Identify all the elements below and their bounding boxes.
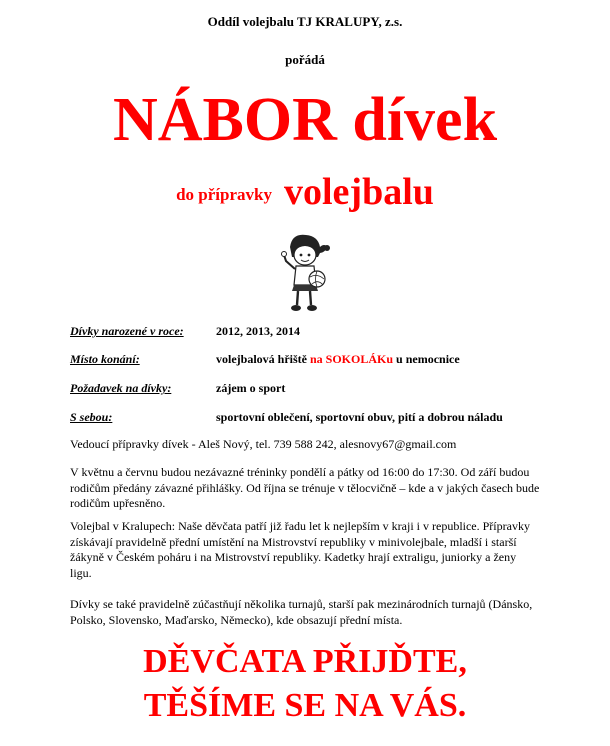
leader-contact: Vedoucí přípravky dívek - Aleš Nový, tel. 739 588 242, alesnovy67@gmail.com: [70, 437, 457, 451]
organizer-name: Oddíl volejbalu TJ KRALUPY, z.s.: [207, 14, 403, 29]
born-label: Dívky narozené v roce:: [70, 324, 184, 338]
requirement-label: Požadavek na dívky:: [70, 381, 172, 395]
place-value-highlight: na SOKOLÁKu: [310, 352, 394, 366]
volleyball-girl-icon: [276, 233, 330, 313]
bring-value: sportovní oblečení, sportovní obuv, pití a dobrou náladu: [216, 410, 503, 424]
closing-message: [0, 640, 610, 728]
requirement-value: zájem o sport: [216, 381, 286, 395]
born-value: 2012, 2013, 2014: [216, 324, 300, 338]
bring-label: S sebou:: [70, 410, 113, 424]
subheadline-main: volejbalu: [283, 171, 434, 213]
main-headline: NÁBOR dívek: [112, 86, 498, 154]
subheadline: [0, 170, 610, 214]
closing-line-1: DĚVČATA PŘIJĎTE,: [143, 643, 467, 680]
paragraph-club: Volejbal v Kralupech: Naše děvčata patří již řadu let k nejlepším v kraji i v republice. Přípravky získávají pravidelně přední umístění na Mistrovství republiky v minivolejbale, mladší i starší žákyně v Českém poháru i na Mistrovství republiky. Kadetky hrají extraligu, juniorky a ženy ligu.: [70, 519, 530, 580]
paragraph-training: V květnu a červnu budou nezávazné tréninky pondělí a pátky od 16:00 do 17:30. Od září budou rodičům předány závazné přihlášky. Od října se trénuje v tělocvičně – kde a v jakých časech bude rodičům upřesněno.: [70, 465, 540, 510]
place-value-after: u nemocnice: [393, 352, 460, 366]
presents-text: pořádá: [285, 52, 325, 67]
subheadline-prefix: do přípravky: [176, 185, 272, 204]
place-label: Místo konání:: [70, 352, 140, 366]
paragraph-tournaments: Dívky se také pravidelně zúčastňují několika turnajů, starší pak mezinárodních turnajů (Dánsko, Polsko, Slovensko, Maďarsko, Německo), kde obsazují přední místa.: [70, 597, 533, 627]
place-value-before: volejbalová hřiště: [216, 352, 310, 366]
place-value: [216, 352, 460, 367]
closing-line-2: TĚŠÍME SE NA VÁS.: [143, 687, 467, 724]
